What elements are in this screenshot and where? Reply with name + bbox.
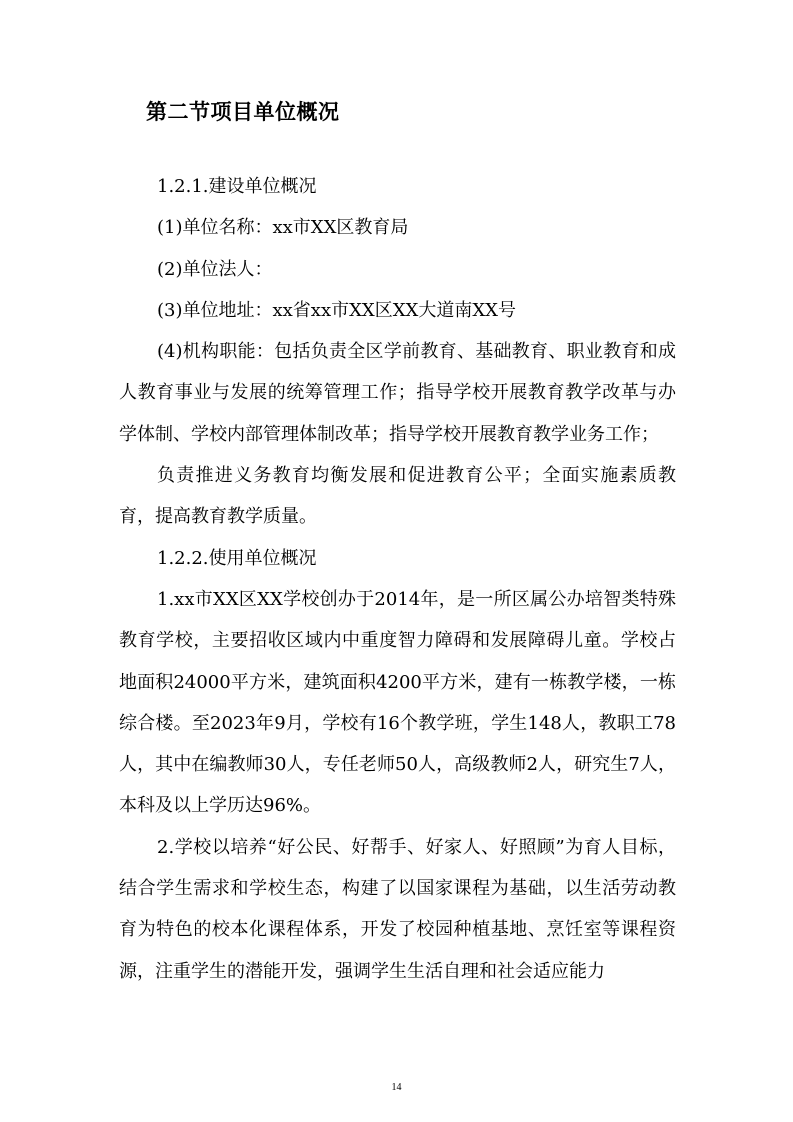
legal-person-item: (2)单位法人：: [157, 258, 273, 280]
unit-name-item: (1)单位名称：xx市XX区教育局: [157, 217, 409, 239]
subsection-heading-construction-unit: 1.2.1.建设单位概况: [157, 176, 317, 197]
institution-functions-item: (4)机构职能：包括负责全区学前教育、基础教育、职业教育和成人教育事业与发展的统筹管理工作；指导学校开展教育教学改革与办学体制、学校内部管理体制改革；指导学校开展教育教学业务工作；: [119, 341, 676, 445]
subsection-heading-user-unit: 1.2.2.使用单位概况: [157, 547, 317, 569]
section-title: 第二节项目单位概况: [146, 100, 340, 124]
body-text: [119, 166, 676, 992]
school-goals-paragraph: 2.学校以培养“好公民、好帮手、好家人、好照顾”为育人目标，结合学生需求和学校生态，构建了以国家课程为基础，以生活劳动教育为特色的校本化课程体系，开发了校园种植基地、烹饪室等课程资源，注重学生的潜能开发，强调学生生活自理和社会适应能力: [119, 836, 676, 982]
school-overview-paragraph: 1.xx市XX区XX学校创办于2014年，是一所区属公办培智类特殊教育学校，主要招收区域内中重度智力障碍和发展障碍儿童。学校占地面积24000平方米，建筑面积4200平方米，建有一栋教学楼，一栋综合楼。至2023年9月，学校有16个教学班，学生148人，教职工78人，其中在编教师30人，专任老师50人，高级教师2人，研究生7人，本科及以上学历达96%。: [119, 588, 676, 817]
page-number: 14: [391, 1082, 402, 1093]
unit-address-item: (3)单位地址：xx省xx市XX区XX大道南XX号: [157, 299, 516, 321]
functions-continued-paragraph: 负责推进义务教育均衡发展和促进教育公平；全面实施素质教育，提高教育教学质量。: [119, 465, 676, 528]
